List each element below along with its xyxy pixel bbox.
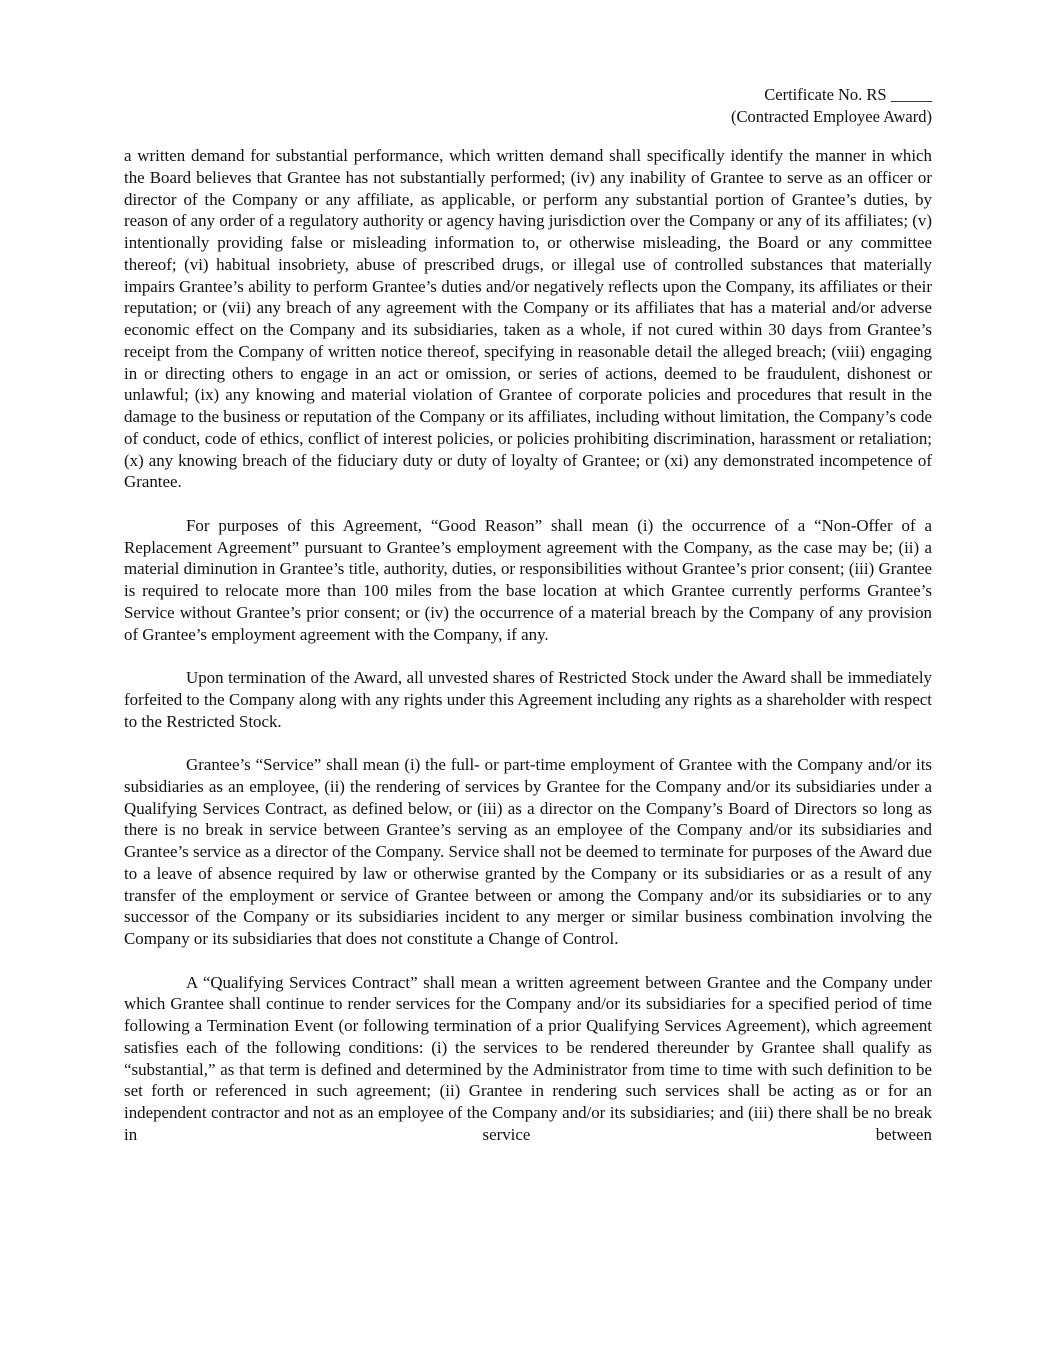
paragraph-termination-forfeiture: Upon termination of the Award, all unvested shares of Restricted Stock under the Award shall be immediately forfeited to the Company along with any rights under this Agreement including any rights as a shareholder with respect to the Restricted Stock. bbox=[124, 668, 932, 731]
paragraph-good-reason: For purposes of this Agreement, “Good Reason” shall mean (i) the occurrence of a “Non-Offer of a Replacement Agreement” pursuant to Grantee’s employment agreement with the Company, as the case may be; (ii) a material diminution in Grantee’s title, authority, duties, or responsibilities without Grantee’s prior consent; (iii) Grantee is required to relocate more than 100 miles from the base location at which Grantee currently performs Grantee’s Service without Grantee’s prior consent; or (iv) the occurrence of a material breach by the Company of any provision of Grantee’s employment agreement with the Company, if any. bbox=[124, 515, 932, 644]
paragraph-service-definition: Grantee’s “Service” shall mean (i) the full- or part-time employment of Grantee with the Company and/or its subsidiaries as an employee, (ii) the rendering of services by Grantee for the Company and/or its subsidiaries under a Qualifying Services Contract, as defined below, or (iii) as a director on the Company’s Board of Directors so long as there is no break in service between Grantee’s serving as an employee of the Company and/or its subsidiaries and Grantee’s service as a director of the Company. Service shall not be deemed to terminate for purposes of the Award due to a leave of absence required by law or otherwise granted by the Company or its subsidiaries or as a result of any transfer of the employment or service of Grantee between or among the Company and/or its subsidiaries or to any successor of the Company or its subsidiaries incident to any merger or similar business combination involving the Company or its subsidiaries that does not constitute a Change of Control. bbox=[124, 755, 932, 948]
paragraph-qualifying-services-contract: A “Qualifying Services Contract” shall mean a written agreement between Grantee and the Company under which Grantee shall continue to render services for the Company and/or its subsidiaries for a specified period of time following a Termination Event (or following termination of a prior Qualifying Services Agreement), which agreement satisfies each of the following conditions: (i) the services to be rendered thereunder by Grantee shall qualify as “substantial,” as that term is defined and determined by the Administrator from time to time with such definition to be set forth or referenced in such agreement; (ii) Grantee in rendering such services shall be acting as or for an independent contractor and not as an employee of the Company and/or its subsidiaries; and (iii) there shall be no break in service between bbox=[124, 972, 932, 1144]
certificate-number: Certificate No. RS _____ bbox=[764, 85, 932, 104]
paragraph-cause-continued: a written demand for substantial performance, which written demand shall specifically identify the manner in which the Board believes that Grantee has not substantially performed; (iv) any inability of Grantee to serve as an officer or director of the Company or any affiliate, as applicable, or perform any substantial portion of Grantee’s duties, by reason of any order of a regulatory authority or agency having jurisdiction over the Company or any of its affiliates; (v) intentionally providing false or misleading information to, or otherwise misleading, the Board or any committee thereof; (vi) habitual insobriety, abuse of prescribed drugs, or illegal use of controlled substances that materially impairs Grantee’s ability to perform Grantee’s duties and/or negatively reflects upon the Company, its affiliates or their reputation; or (vii) any breach of any agreement with the Company or its affiliates that has a material and/or adverse economic effect on the Company and its subsidiaries, taken as a whole, if not cured within 30 days from Grantee’s receipt from the Company of written notice thereof, specifying in reasonable detail the alleged breach; (viii) engaging in or directing others to engage in an act or omission, or series of actions, deemed to be fraudulent, dishonest or unlawful; (ix) any knowing and material violation of Grantee of corporate policies and procedures that result in the damage to the business or reputation of the Company or its affiliates, including without limitation, the Company’s code of conduct, code of ethics, conflict of interest policies, or policies prohibiting discrimination, harassment or retaliation; (x) any knowing breach of the fiduciary duty or duty of loyalty of Grantee; or (xi) any demonstrated incompetence of Grantee. bbox=[124, 146, 932, 492]
page-header bbox=[731, 84, 932, 127]
document-body bbox=[124, 145, 932, 1146]
award-type: (Contracted Employee Award) bbox=[731, 106, 932, 126]
